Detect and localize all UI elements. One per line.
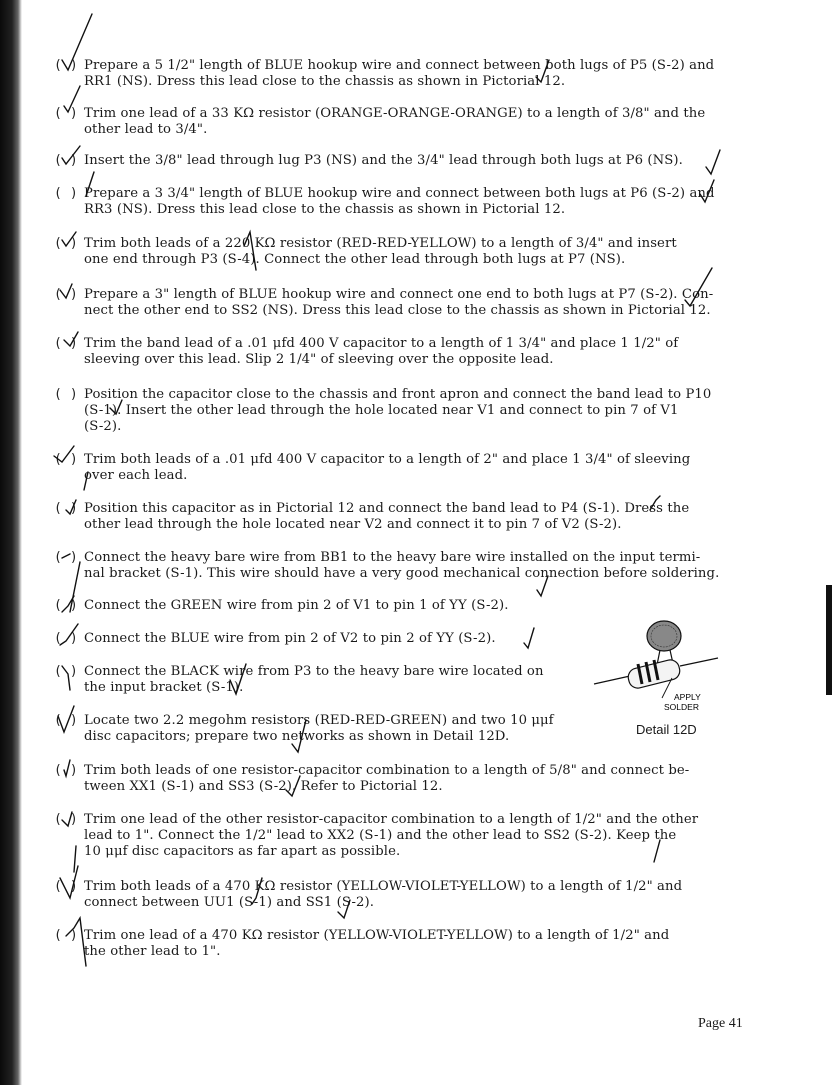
page-number: Page 41 bbox=[698, 1016, 743, 1031]
step-checkbox[interactable]: ( ) bbox=[54, 501, 78, 516]
step-10 bbox=[54, 501, 754, 533]
step-line: Insert the 3/8" lead through lug P3 (NS) and the 3/4" lead through both lugs at P6 (NS). bbox=[84, 153, 683, 168]
apply-solder-annotation: APPLY SOLDER bbox=[664, 692, 701, 712]
step-line: (S-2). bbox=[84, 419, 122, 434]
step-17 bbox=[54, 812, 754, 860]
step-16 bbox=[54, 763, 754, 795]
step-line: Trim one lead of the other resistor-capacitor combination to a length of 1/2" and the other bbox=[84, 812, 699, 827]
step-line: Trim one lead of a 470 KΩ resistor (YELLOW-VIOLET-YELLOW) to a length of 1/2" and bbox=[84, 928, 670, 943]
step-checkbox[interactable]: ( ) bbox=[54, 664, 78, 679]
step-line: Locate two 2.2 megohm resistors (RED-RED-GREEN) and two 10 μμf bbox=[84, 713, 554, 728]
step-8 bbox=[54, 387, 754, 435]
step-line: Position the capacitor close to the chassis and front apron and connect the band lead to P10 bbox=[84, 387, 712, 402]
step-9 bbox=[54, 452, 754, 484]
step-checkbox[interactable]: ( ) bbox=[54, 550, 78, 565]
step-4 bbox=[54, 186, 754, 218]
step-line: the input bracket (S-1). bbox=[84, 680, 244, 695]
step-line: over each lead. bbox=[84, 468, 188, 483]
step-line: nal bracket (S-1). This wire should have a very good mechanical connection before soldering. bbox=[84, 566, 720, 581]
step-line: other lead to 3/4". bbox=[84, 122, 208, 137]
step-line: Connect the GREEN wire from pin 2 of V1 to pin 1 of YY (S-2). bbox=[84, 598, 509, 613]
step-line: Trim both leads of one resistor-capacitor combination to a length of 5/8" and connect be- bbox=[84, 763, 690, 778]
step-line: 10 μμf disc capacitors as far apart as possible. bbox=[84, 844, 401, 859]
resistor-icon bbox=[594, 658, 718, 690]
step-checkbox[interactable]: ( ) bbox=[54, 879, 78, 894]
scan-left-edge bbox=[0, 0, 22, 1085]
step-checkbox[interactable]: ( ) bbox=[54, 236, 78, 251]
step-checkbox[interactable]: ( ) bbox=[54, 598, 78, 613]
step-line: (S-1). Insert the other lead through the hole located near V1 and connect to pin 7 of V1 bbox=[84, 403, 679, 418]
step-line: Trim the band lead of a .01 μfd 400 V capacitor to a length of 1 3/4" and place 1 1/2" of bbox=[84, 336, 679, 351]
step-checkbox[interactable]: ( ) bbox=[54, 928, 78, 943]
step-checkbox[interactable]: ( ) bbox=[54, 336, 78, 351]
step-line: Trim one lead of a 33 KΩ resistor (ORANGE-ORANGE-ORANGE) to a length of 3/8" and the bbox=[84, 106, 706, 121]
step-line: disc capacitors; prepare two networks as shown in Detail 12D. bbox=[84, 729, 510, 744]
step-line: nect the other end to SS2 (NS). Dress this lead close to the chassis as shown in Pictorial 12. bbox=[84, 303, 711, 318]
step-11 bbox=[54, 550, 754, 582]
scan-right-edge bbox=[826, 585, 832, 695]
step-line: Prepare a 3" length of BLUE hookup wire and connect one end to both lugs at P7 (S-2). Con- bbox=[84, 287, 714, 302]
step-7 bbox=[54, 336, 754, 368]
step-6 bbox=[54, 287, 754, 319]
step-checkbox[interactable]: ( ) bbox=[54, 387, 78, 402]
step-line: Trim both leads of a 470 KΩ resistor (YELLOW-VIOLET-YELLOW) to a length of 1/2" and bbox=[84, 879, 683, 894]
step-line: Trim both leads of a .01 μfd 400 V capacitor to a length of 2" and place 1 3/4" of sleeving bbox=[84, 452, 691, 467]
step-5 bbox=[54, 236, 754, 268]
step-18 bbox=[54, 879, 754, 911]
step-1 bbox=[54, 58, 754, 90]
step-line: Prepare a 5 1/2" length of BLUE hookup wire and connect between both lugs of P5 (S-2) and bbox=[84, 58, 715, 73]
step-line: RR1 (NS). Dress this lead close to the chassis as shown in Pictorial 12. bbox=[84, 74, 566, 89]
step-line: Connect the BLUE wire from pin 2 of V2 to pin 2 of YY (S-2). bbox=[84, 631, 496, 646]
step-line: other lead through the hole located near V2 and connect it to pin 7 of V2 (S-2). bbox=[84, 517, 622, 532]
step-line: Prepare a 3 3/4" length of BLUE hookup wire and connect between both lugs at P6 (S-2) and bbox=[84, 186, 715, 201]
step-checkbox[interactable]: ( ) bbox=[54, 106, 78, 121]
step-checkbox[interactable]: ( ) bbox=[54, 812, 78, 827]
step-line: lead to 1". Connect the 1/2" lead to XX2 (S-1) and the other lead to SS2 (S-2). Keep the bbox=[84, 828, 677, 843]
step-19 bbox=[54, 928, 754, 960]
step-checkbox[interactable]: ( ) bbox=[54, 58, 78, 73]
detail-12d-label: Detail 12D bbox=[636, 722, 697, 737]
step-line: the other lead to 1". bbox=[84, 944, 221, 959]
step-checkbox[interactable]: ( ) bbox=[54, 452, 78, 467]
step-checkbox[interactable]: ( ) bbox=[54, 287, 78, 302]
step-line: Position this capacitor as in Pictorial 12 and connect the band lead to P4 (S-1). Dress the bbox=[84, 501, 690, 516]
step-checkbox[interactable]: ( ) bbox=[54, 713, 78, 728]
step-line: one end through P3 (S-4). Connect the other lead through both lugs at P7 (NS). bbox=[84, 252, 626, 267]
step-3 bbox=[54, 153, 754, 169]
step-checkbox[interactable]: ( ) bbox=[54, 763, 78, 778]
step-checkbox[interactable]: ( ) bbox=[54, 186, 78, 201]
step-line: Connect the BLACK wire from P3 to the heavy bare wire located on bbox=[84, 664, 544, 679]
step-line: Connect the heavy bare wire from BB1 to the heavy bare wire installed on the input termi- bbox=[84, 550, 701, 565]
step-line: tween XX1 (S-1) and SS3 (S-2). Refer to Pictorial 12. bbox=[84, 779, 443, 794]
step-line: connect between UU1 (S-1) and SS1 (S-2). bbox=[84, 895, 375, 910]
step-2 bbox=[54, 106, 754, 138]
step-checkbox[interactable]: ( ) bbox=[54, 631, 78, 646]
step-line: sleeving over this lead. Slip 2 1/4" of sleeving over the opposite lead. bbox=[84, 352, 554, 367]
step-line: RR3 (NS). Dress this lead close to the chassis as shown in Pictorial 12. bbox=[84, 202, 566, 217]
step-checkbox[interactable]: ( ) bbox=[54, 153, 78, 168]
step-line: Trim both leads of a 220 KΩ resistor (RED-RED-YELLOW) to a length of 3/4" and insert bbox=[84, 236, 677, 251]
